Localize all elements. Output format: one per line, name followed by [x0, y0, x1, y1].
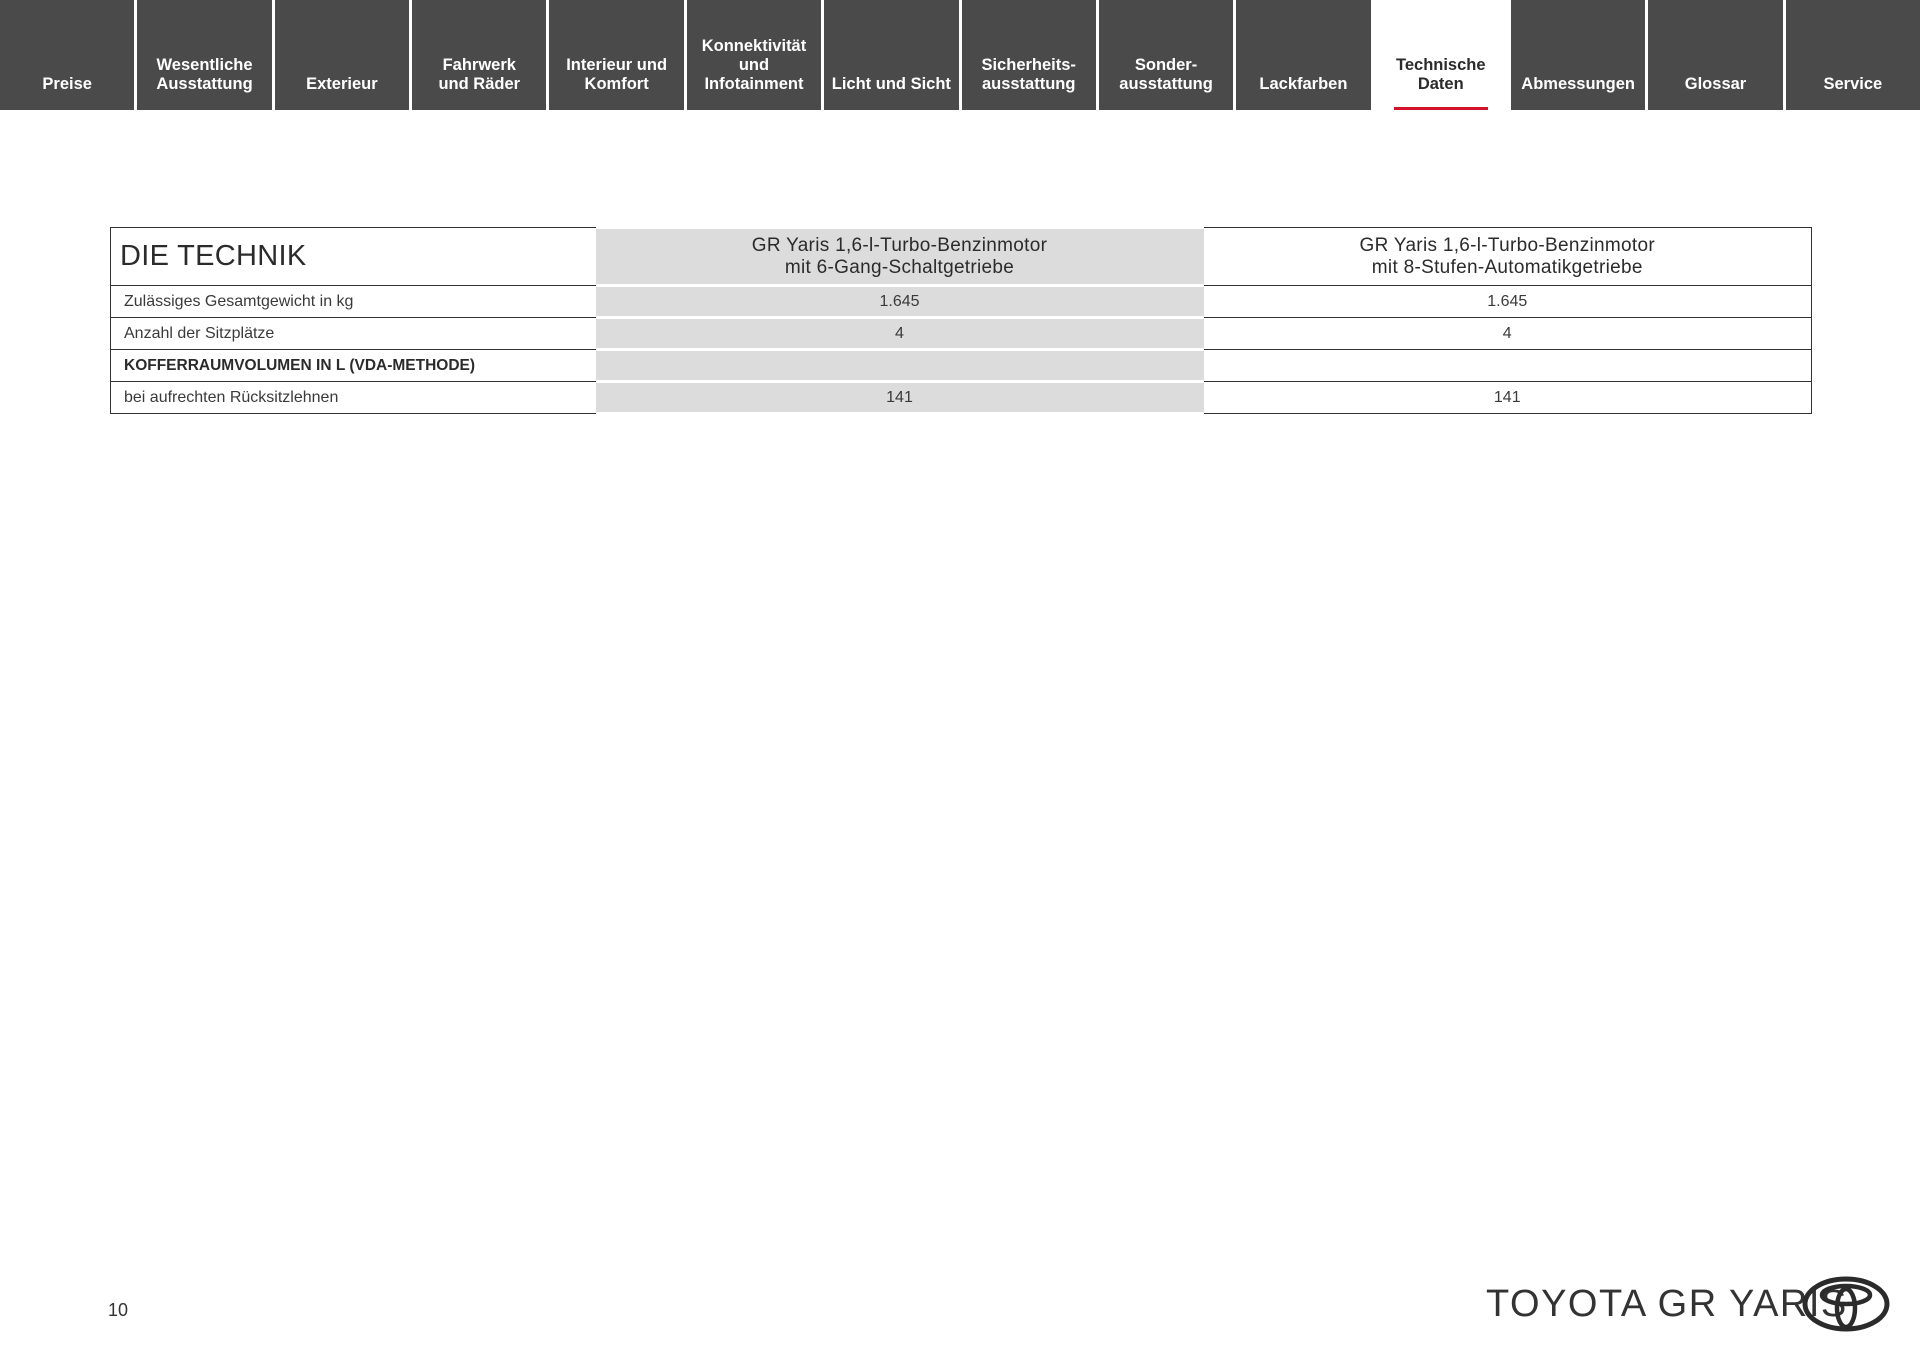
nav-tab-label: Konnektivität und Infotainment [701, 37, 807, 93]
cell-value-automatic: 141 [1204, 382, 1812, 414]
cell-value-manual: 1.645 [596, 286, 1204, 318]
top-navigation [0, 0, 1920, 110]
nav-tab-label: Glossar [1684, 75, 1747, 93]
nav-tab-label: Fahrwerk und Räder [438, 56, 521, 93]
nav-tab-sonderausstattung[interactable] [1099, 0, 1233, 110]
nav-tab-service[interactable] [1786, 0, 1920, 110]
nav-tab-label: Sonder- ausstattung [1119, 56, 1213, 93]
nav-tab-label: Lackfarben [1259, 75, 1348, 93]
nav-tab-label: Sicherheits- ausstattung [981, 56, 1076, 93]
page-number: 10 [108, 1300, 129, 1320]
brand-title: TOYOTA GR YARIS [1486, 1283, 1848, 1325]
cell-value-manual: 141 [596, 382, 1204, 414]
table-title: DIE TECHNIK [120, 240, 307, 272]
nav-tab-label: Preise [42, 75, 92, 93]
row-label: Anzahl der Sitzplätze [124, 324, 275, 342]
nav-tab-label: Licht und Sicht [831, 75, 951, 93]
nav-tab-exterieur[interactable] [275, 0, 409, 110]
table-header-row [111, 228, 1812, 286]
nav-tab-lackfarben[interactable] [1236, 0, 1370, 110]
nav-tab-label: Interieur und Komfort [566, 56, 668, 93]
nav-tab-label: Service [1823, 75, 1883, 93]
section-label: KOFFERRAUMVOLUMEN IN L (VDA-METHODE) [124, 356, 476, 374]
toyota-logo-icon [1802, 1276, 1890, 1332]
nav-tab-licht-und-sicht[interactable] [824, 0, 958, 110]
nav-tab-preise[interactable] [0, 0, 134, 110]
table-row [111, 286, 1812, 318]
cell-value-automatic [1204, 350, 1812, 382]
nav-tab-technische-daten[interactable] [1374, 0, 1508, 110]
nav-tab-label: Abmessungen [1521, 75, 1635, 93]
cell-value-automatic: 1.645 [1204, 286, 1812, 318]
column-header-label: GR Yaris 1,6-l-Turbo-Benzinmotor mit 8-Stufen-Automatikgetriebe [1359, 234, 1655, 278]
nav-tab-sicherheitsausstattung[interactable] [962, 0, 1096, 110]
column-header-label: GR Yaris 1,6-l-Turbo-Benzinmotor mit 6-Gang-Schaltgetriebe [751, 234, 1048, 278]
nav-tab-abmessungen[interactable] [1511, 0, 1645, 110]
technical-data-table [110, 226, 1812, 415]
nav-tab-wesentliche-ausstattung[interactable] [137, 0, 271, 110]
nav-tab-label: Wesentliche Ausstattung [156, 56, 253, 93]
nav-tab-fahrwerk-und-raeder[interactable] [412, 0, 546, 110]
row-label: Zulässiges Gesamtgewicht in kg [124, 292, 354, 310]
cell-value-manual: 4 [596, 318, 1204, 350]
nav-tab-label: Technische Daten [1395, 56, 1486, 93]
table-row [111, 318, 1812, 350]
row-label: bei aufrechten Rücksitzlehnen [124, 388, 339, 406]
nav-tab-label: Exterieur [306, 75, 378, 93]
nav-tab-interieur-und-komfort[interactable] [549, 0, 683, 110]
active-tab-indicator [1394, 107, 1488, 110]
nav-tab-glossar[interactable] [1648, 0, 1782, 110]
table-row [111, 382, 1812, 414]
cell-value-automatic: 4 [1204, 318, 1812, 350]
cell-value-manual [596, 350, 1204, 382]
column-header-automatic [1204, 228, 1812, 286]
nav-tab-konnektivitaet-und-infotainment[interactable] [687, 0, 821, 110]
column-header-manual [596, 228, 1204, 286]
table-section-row [111, 350, 1812, 382]
